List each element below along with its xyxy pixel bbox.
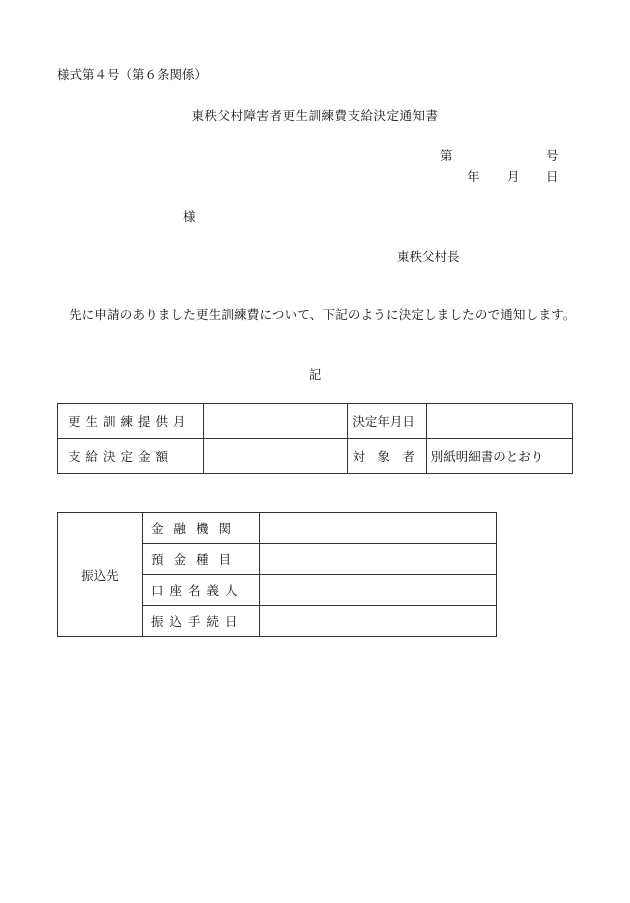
- amount-label: 支給決定金額: [58, 439, 204, 474]
- bank-value: [260, 513, 497, 544]
- training-month-value: [204, 404, 348, 439]
- decision-table: [57, 403, 573, 474]
- transfer-table: [57, 512, 497, 637]
- table-row: [58, 439, 573, 474]
- amount-value: [204, 439, 348, 474]
- deposit-type-label: 預金種目: [143, 544, 260, 575]
- target-person-label: 対 象 者: [348, 439, 426, 474]
- notice-body: 先に申請のありました更生訓練費について、下記のように決定しましたので通知します。: [69, 307, 576, 322]
- number-prefix: 第: [440, 148, 453, 163]
- account-holder-value: [260, 575, 497, 606]
- training-month-label: 更生訓練提供月: [58, 404, 204, 439]
- account-holder-label: 口座名義人: [143, 575, 260, 606]
- date-month: 月: [507, 169, 520, 184]
- ki-heading: 記: [308, 367, 322, 382]
- table-row: [58, 513, 497, 544]
- date-year: 年: [467, 169, 480, 184]
- transfer-header: 振込先: [58, 513, 143, 637]
- transfer-date-value: [260, 606, 497, 637]
- bank-label: 金融機関: [143, 513, 260, 544]
- table-row: [58, 404, 573, 439]
- number-suffix: 号: [546, 148, 559, 163]
- deposit-type-value: [260, 544, 497, 575]
- recipient-suffix: 様: [183, 209, 196, 224]
- decision-date-label: 決定年月日: [348, 404, 426, 439]
- transfer-date-label: 振込手続日: [143, 606, 260, 637]
- document-title: 東秩父村障害者更生訓練費支給決定通知書: [191, 108, 439, 123]
- issuer-name: 東秩父村長: [397, 249, 460, 264]
- date-day: 日: [546, 169, 559, 184]
- form-number: 様式第４号（第６条関係）: [57, 67, 208, 82]
- decision-date-value: [426, 404, 572, 439]
- target-person-value: 別紙明細書のとおり: [426, 439, 572, 474]
